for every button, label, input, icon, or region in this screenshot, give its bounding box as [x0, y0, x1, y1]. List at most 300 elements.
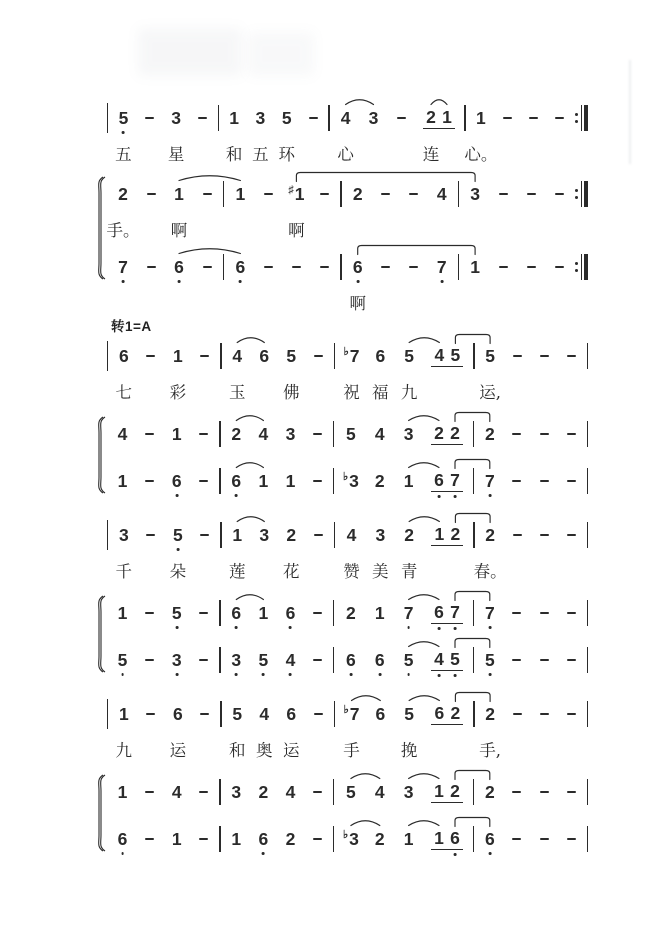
- dash-mark: [199, 433, 208, 435]
- note-digit: 6: [231, 471, 242, 491]
- note-slot: [508, 647, 525, 673]
- note-digit: 1: [476, 108, 486, 128]
- slur-arc: [409, 517, 439, 522]
- dash-mark: [512, 659, 521, 661]
- note-slot: [563, 779, 580, 805]
- repeat-dots: [575, 262, 578, 273]
- beam-slot: [429, 600, 465, 626]
- note-slot: [255, 468, 272, 494]
- lyric-char: 九: [115, 741, 133, 760]
- note: [259, 650, 269, 670]
- note-digit: 1: [374, 603, 385, 623]
- note-digit: 4: [258, 424, 269, 444]
- note: [449, 781, 461, 801]
- low-octave-dot: [122, 131, 125, 134]
- note-slot: [563, 421, 580, 447]
- low-octave-dot: [121, 852, 124, 855]
- note: [433, 781, 445, 801]
- measure: [342, 181, 458, 207]
- slur-arc: [237, 338, 264, 343]
- lyric-char: 花: [283, 562, 300, 581]
- dash-mark: [199, 612, 208, 614]
- note: [404, 346, 414, 366]
- lyric-char: 和: [225, 145, 243, 164]
- dash-mark: [264, 266, 273, 268]
- slur-arc: [346, 100, 374, 105]
- dash-mark: [199, 791, 208, 793]
- dash-mark: [313, 612, 322, 614]
- dash-mark: [527, 266, 536, 268]
- note: [286, 603, 296, 623]
- note: [485, 704, 495, 724]
- note-digit: 2: [426, 106, 436, 127]
- note-slot: [342, 647, 359, 673]
- note-slot: [536, 600, 553, 626]
- left-margin: [96, 690, 107, 760]
- note: [259, 424, 269, 444]
- measure: [334, 600, 473, 626]
- dash-mark: [540, 838, 549, 840]
- note-slot: [142, 522, 159, 548]
- dash-mark: [540, 791, 549, 793]
- note-slot: [168, 826, 185, 852]
- measure: [474, 779, 586, 805]
- dash-mark: [200, 534, 209, 536]
- note-digit: 6: [286, 704, 297, 724]
- dash-mark: [203, 266, 212, 268]
- system: [96, 170, 588, 313]
- note-digit: 6: [450, 827, 460, 848]
- repeat-dots: [575, 189, 578, 200]
- note-slot: [508, 779, 525, 805]
- note-slot: [309, 600, 326, 626]
- note-digit: 2: [352, 184, 363, 204]
- note-slot: [349, 254, 366, 280]
- score-area: [96, 94, 588, 859]
- repeat-dot: [575, 120, 578, 123]
- note: [449, 470, 461, 490]
- dash-mark: [397, 117, 406, 119]
- note-slot: [282, 826, 299, 852]
- note: [173, 704, 183, 724]
- measure: [222, 343, 334, 369]
- note: [353, 257, 363, 277]
- measure: [459, 254, 575, 280]
- note: [259, 471, 269, 491]
- low-octave-dot: [454, 627, 457, 630]
- note: [344, 346, 360, 366]
- dash-mark: [512, 791, 521, 793]
- repeat-dot: [575, 262, 578, 265]
- note: [375, 782, 385, 802]
- repeat-dot: [575, 113, 578, 116]
- beam-group: [431, 703, 463, 726]
- note-slot: [433, 254, 450, 280]
- dash-mark: [540, 355, 549, 357]
- slur-arc: [351, 821, 380, 826]
- music-line-block: [107, 690, 588, 760]
- note-slot: [495, 254, 512, 280]
- dash-mark: [540, 659, 549, 661]
- measure: [474, 421, 586, 447]
- note: [259, 603, 269, 623]
- note: [433, 703, 445, 723]
- lyrics-row: [107, 139, 588, 164]
- note-digit: 4: [340, 108, 351, 128]
- note: [118, 603, 128, 623]
- scan-artifact: [248, 32, 314, 76]
- note-digit: 1: [171, 829, 182, 849]
- measure: [107, 468, 219, 494]
- dash-mark: [513, 713, 522, 715]
- note: [118, 184, 128, 204]
- dash-mark: [567, 791, 576, 793]
- low-octave-dot: [440, 280, 443, 283]
- system-brace: [96, 768, 107, 859]
- note-digit: 2: [450, 702, 461, 723]
- note: [171, 108, 181, 128]
- note-digit: 1: [294, 184, 305, 204]
- note-slot: [472, 105, 489, 131]
- dash-mark: [292, 266, 301, 268]
- note: [286, 704, 296, 724]
- system-brace: [96, 589, 107, 680]
- note-digit: 3: [171, 650, 182, 670]
- low-octave-dot: [407, 673, 410, 676]
- note: [343, 829, 359, 849]
- note-digit: 7: [450, 469, 460, 490]
- note-slot: [495, 181, 512, 207]
- note-digit: 5: [484, 650, 495, 670]
- end-barline: [587, 600, 588, 626]
- dash-mark: [145, 659, 154, 661]
- note-digit: 2: [404, 525, 414, 545]
- note-slot: [481, 779, 498, 805]
- measure: [335, 343, 473, 369]
- dash-mark: [145, 433, 154, 435]
- note-slot: [195, 421, 212, 447]
- note-digit: 5: [404, 704, 414, 724]
- measure: [335, 522, 473, 548]
- beam-group: [431, 649, 463, 672]
- low-octave-dot: [378, 673, 381, 676]
- dash-mark: [567, 355, 576, 357]
- measure: [474, 468, 586, 494]
- low-octave-dot: [488, 673, 491, 676]
- lyric-char: 星: [167, 145, 185, 164]
- note: [346, 424, 356, 444]
- note-digit: 3: [349, 471, 359, 491]
- end-barline: [587, 468, 588, 494]
- note-slot: [256, 701, 273, 727]
- dash-mark: [555, 266, 564, 268]
- note-slot: [371, 826, 388, 852]
- measure: [459, 181, 575, 207]
- note-digit: 6: [434, 601, 444, 622]
- lyric-char: 啊: [170, 221, 188, 240]
- note-digit: 3: [375, 525, 386, 545]
- dash-mark: [203, 193, 212, 195]
- note-slot: [508, 421, 525, 447]
- note-digit: 6: [258, 829, 269, 849]
- note-slot: [536, 343, 553, 369]
- beam-slot: [429, 779, 465, 805]
- note: [118, 424, 128, 444]
- note-digit: 7: [436, 257, 447, 277]
- note: [353, 184, 363, 204]
- scan-artifact: [138, 28, 242, 76]
- note-digit: 4: [232, 346, 243, 366]
- lyric-char: 运: [169, 741, 187, 760]
- note-digit: 1: [403, 471, 414, 491]
- dash-mark: [513, 355, 522, 357]
- dash-mark: [567, 612, 576, 614]
- note: [259, 782, 269, 802]
- flat-icon: ♭: [343, 346, 349, 358]
- note-slot: [168, 468, 185, 494]
- note-slot: [563, 600, 580, 626]
- note-slot: [536, 421, 553, 447]
- note: [286, 829, 296, 849]
- note: [485, 603, 495, 623]
- note: [174, 184, 184, 204]
- note-digit: 5: [286, 346, 297, 366]
- measure: [224, 254, 340, 280]
- note-slot: [228, 647, 245, 673]
- note: [346, 650, 356, 670]
- note-slot: [199, 181, 216, 207]
- note-slot: [196, 343, 213, 369]
- note-slot: [168, 105, 185, 131]
- note-slot: [481, 600, 498, 626]
- note-digit: 3: [349, 829, 359, 849]
- note-digit: 5: [346, 424, 356, 444]
- note: [433, 828, 445, 848]
- dash-mark: [313, 838, 322, 840]
- flat-icon: ♭: [342, 829, 349, 841]
- thin-barline: [581, 181, 582, 207]
- note-digit: 6: [117, 829, 128, 849]
- lyric-char: 和: [228, 741, 246, 760]
- dash-mark: [512, 433, 521, 435]
- note-digit: 1: [117, 782, 128, 802]
- note-slot: [509, 343, 526, 369]
- note-digit: 1: [235, 184, 246, 204]
- note-slot: [400, 421, 417, 447]
- note-slot: [563, 826, 580, 852]
- note-slot: [508, 468, 525, 494]
- note-digit: 4: [171, 782, 182, 802]
- note-digit: 7: [403, 603, 414, 623]
- note-digit: 1: [229, 108, 239, 128]
- low-octave-dot: [122, 280, 125, 283]
- note-slot: [309, 421, 326, 447]
- note-digit: 6: [259, 346, 270, 366]
- note: [449, 703, 461, 723]
- note-slot: [256, 522, 273, 548]
- note-slot: [260, 254, 277, 280]
- slur-arc: [409, 416, 439, 421]
- system-lines: [107, 170, 588, 313]
- dash-mark: [200, 713, 209, 715]
- low-octave-dot: [175, 494, 178, 497]
- dash-mark: [529, 117, 538, 119]
- note-slot: [141, 105, 158, 131]
- system: [96, 315, 588, 402]
- dash-mark: [146, 355, 155, 357]
- note-digit: 7: [484, 471, 495, 491]
- note-digit: 7: [349, 346, 360, 366]
- lyric-char: 青: [400, 562, 418, 581]
- note: [172, 650, 182, 670]
- note-digit: 1: [171, 424, 182, 444]
- note-digit: 6: [118, 346, 129, 366]
- note-slot: [168, 421, 185, 447]
- note-slot: [171, 254, 188, 280]
- note: [369, 108, 379, 128]
- lyric-char: 手。: [106, 221, 140, 240]
- lyric-char: 手,: [479, 741, 501, 760]
- note-slot: [372, 701, 389, 727]
- measure: [466, 105, 575, 131]
- low-octave-dot: [454, 674, 457, 677]
- beam-slot: [429, 468, 465, 494]
- left-margin: [96, 315, 107, 402]
- dash-mark: [567, 659, 576, 661]
- end-barline: [587, 421, 588, 447]
- note-slot: [114, 826, 131, 852]
- note-slot: [342, 468, 359, 494]
- dash-mark: [567, 433, 576, 435]
- note-digit: 1: [117, 603, 128, 623]
- beam-slot: [429, 421, 465, 447]
- note-slot: [232, 254, 249, 280]
- note: [119, 525, 129, 545]
- system: [96, 410, 588, 501]
- note-digit: 2: [485, 525, 495, 545]
- note: [441, 107, 453, 127]
- note-slot: [142, 343, 159, 369]
- beam-slot: [421, 105, 457, 131]
- note: [375, 424, 385, 444]
- beam-slot: [429, 343, 465, 369]
- end-barline: [587, 647, 588, 673]
- dash-mark: [499, 193, 508, 195]
- measure: [334, 826, 473, 852]
- dash-mark: [314, 534, 323, 536]
- note-slot: [282, 647, 299, 673]
- note: [288, 184, 304, 204]
- lyric-char: 祝: [343, 383, 360, 402]
- end-barline: [587, 343, 588, 369]
- left-margin: [96, 511, 107, 581]
- note-slot: [508, 600, 525, 626]
- note-slot: [337, 105, 354, 131]
- note-digit: 2: [484, 782, 495, 802]
- note-slot: [401, 343, 418, 369]
- note-slot: [316, 254, 333, 280]
- note-slot: [401, 701, 418, 727]
- note-slot: [115, 701, 132, 727]
- note: [449, 423, 461, 443]
- beam-group: [431, 828, 463, 851]
- measure: [475, 701, 587, 727]
- notation-row: [107, 768, 588, 812]
- note-slot: [509, 701, 526, 727]
- note-slot: [310, 522, 327, 548]
- note: [231, 603, 241, 623]
- note-slot: [229, 522, 246, 548]
- note-slot: [114, 600, 131, 626]
- dash-mark: [381, 193, 390, 195]
- lyric-char: 春。: [473, 562, 507, 581]
- lyric-char: 心。: [464, 145, 498, 164]
- note-slot: [342, 779, 359, 805]
- note-slot: [551, 105, 568, 131]
- note: [173, 525, 183, 545]
- beam-slot: [429, 647, 465, 673]
- note-slot: [365, 105, 382, 131]
- note-slot: [171, 181, 188, 207]
- note-digit: 3: [470, 184, 480, 204]
- dash-mark: [503, 117, 512, 119]
- note-slot: [168, 600, 185, 626]
- measure: [475, 343, 587, 369]
- note: [341, 108, 351, 128]
- note: [286, 424, 296, 444]
- note-slot: [482, 522, 499, 548]
- note: [346, 603, 356, 623]
- low-octave-dot: [176, 548, 179, 551]
- note: [485, 346, 495, 366]
- flat-icon: ♭: [342, 471, 349, 483]
- note-digit: 3: [403, 782, 414, 802]
- note-digit: 5: [281, 108, 292, 128]
- note: [118, 650, 128, 670]
- note: [119, 704, 129, 724]
- beam-group: [431, 345, 463, 368]
- music-line-block: [107, 170, 588, 240]
- note-digit: 2: [374, 829, 385, 849]
- note-slot: [194, 105, 211, 131]
- note-slot: [563, 343, 580, 369]
- note-slot: [288, 254, 305, 280]
- lyric-char: 啊: [349, 294, 366, 313]
- dash-mark: [147, 266, 156, 268]
- note-slot: [114, 468, 131, 494]
- note: [119, 108, 129, 128]
- note: [282, 108, 292, 128]
- note-digit: 3: [171, 108, 181, 128]
- note-digit: 1: [231, 829, 242, 849]
- lyric-char: 运,: [479, 383, 501, 402]
- dash-mark: [555, 117, 564, 119]
- note-slot: [141, 826, 158, 852]
- lyrics-row: [107, 556, 588, 581]
- note-slot: [536, 647, 553, 673]
- dash-mark: [320, 266, 329, 268]
- lyric-char: 奥: [256, 741, 273, 760]
- note-digit: 2: [346, 603, 356, 623]
- note-slot: [252, 105, 269, 131]
- dash-mark: [540, 534, 549, 536]
- note-slot: [255, 421, 272, 447]
- measure: [107, 254, 223, 280]
- dash-mark: [145, 480, 154, 482]
- note: [433, 524, 445, 544]
- note-digit: 5: [450, 344, 461, 365]
- note: [375, 471, 385, 491]
